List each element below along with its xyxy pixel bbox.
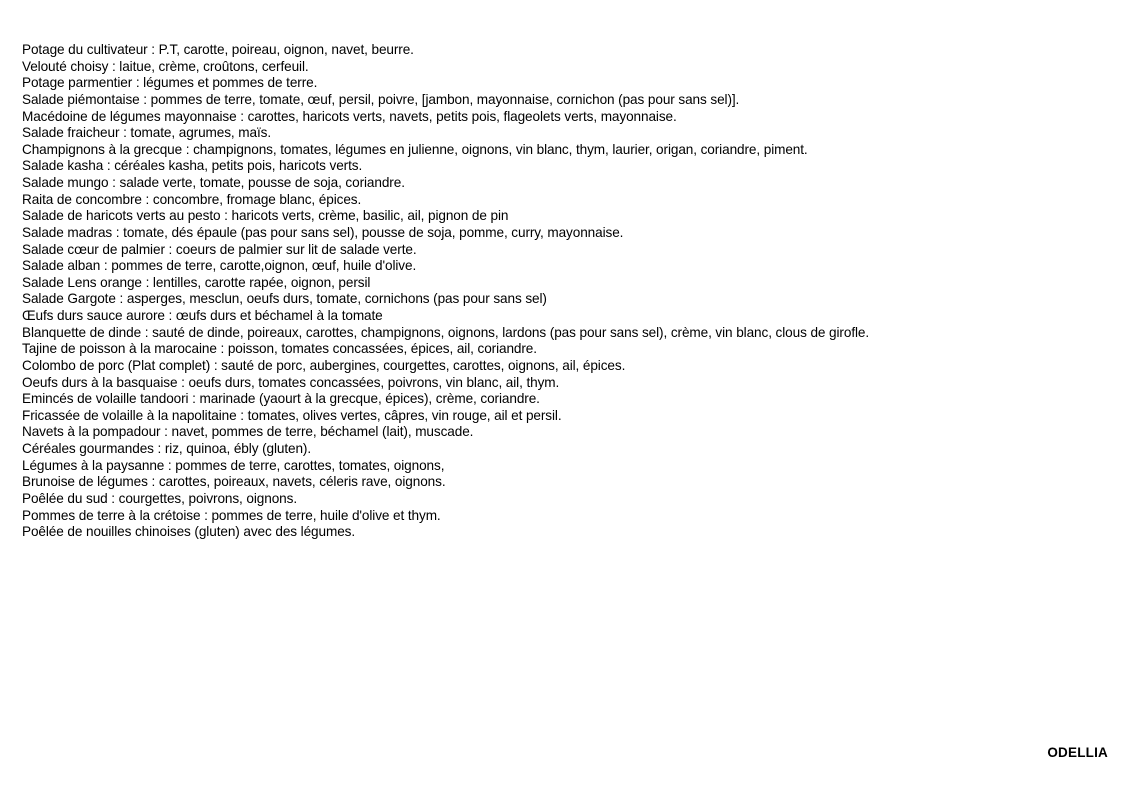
dish-item: Salade piémontaise : pommes de terre, tomate, œuf, persil, poivre, [jambon, mayonnaise, cornichon (pas pour sans sel)]. — [22, 91, 740, 107]
dish-item: Poêlée du sud : courgettes, poivrons, oignons. — [22, 490, 298, 506]
dish-item: Oeufs durs à la basquaise : oeufs durs, tomates concassées, poivrons, vin blanc, ail, thym. — [22, 374, 560, 390]
dish-item: Raita de concombre : concombre, fromage blanc, épices. — [22, 191, 362, 207]
dish-item: Potage parmentier : légumes et pommes de terre. — [22, 75, 318, 91]
dish-item: Salade alban : pommes de terre, carotte,oignon, œuf, huile d'olive. — [22, 258, 417, 274]
dish-item: Velouté choisy : laitue, crème, croûtons, cerfeuil. — [22, 58, 309, 74]
dish-item: Salade Gargote : asperges, mesclun, oeufs durs, tomate, cornichons (pas pour sans sel) — [22, 291, 547, 307]
dish-item: Salade de haricots verts au pesto : haricots verts, crème, basilic, ail, pignon de pin — [22, 208, 509, 224]
dish-item: Salade fraicheur : tomate, agrumes, maïs. — [22, 125, 272, 141]
dish-item: Colombo de porc (Plat complet) : sauté de porc, aubergines, courgettes, carottes, oignons, ail, épices. — [22, 357, 626, 373]
dish-item: Blanquette de dinde : sauté de dinde, poireaux, carottes, champignons, oignons, lardons (pas pour sans sel), crème, vin blanc, clous de girofle. — [22, 324, 870, 340]
dish-item: Emincés de volaille tandoori : marinade (yaourt à la grecque, épices), crème, coriandre. — [22, 391, 540, 407]
dish-item: Macédoine de légumes mayonnaise : carottes, haricots verts, navets, petits pois, flageolets verts, mayonnaise. — [22, 108, 677, 124]
dish-item: Tajine de poisson à la marocaine : poisson, tomates concassées, épices, ail, coriandre. — [22, 341, 537, 357]
dish-item: Salade kasha : céréales kasha, petits pois, haricots verts. — [22, 158, 363, 174]
dish-item: Pommes de terre à la crétoise : pommes de terre, huile d'olive et thym. — [22, 507, 441, 523]
dish-item: Salade mungo : salade verte, tomate, pousse de soja, coriandre. — [22, 175, 405, 190]
dish-item: Potage du cultivateur : P.T, carotte, poireau, oignon, navet, beurre. — [22, 42, 414, 57]
dish-item: Champignons à la grecque : champignons, tomates, légumes en julienne, oignons, vin blanc, thym, laurier, origan, coriandre, piment. — [22, 141, 808, 157]
footer-brand: ODELLIA — [1047, 745, 1108, 760]
dish-item: Navets à la pompadour : navet, pommes de terre, béchamel (lait), muscade. — [22, 424, 474, 440]
dish-list — [22, 42, 869, 541]
dish-item: Œufs durs sauce aurore : œufs durs et béchamel à la tomate — [22, 308, 383, 323]
dish-item: Céréales gourmandes : riz, quinoa, ébly (gluten). — [22, 441, 312, 456]
dish-item: Brunoise de légumes : carottes, poireaux, navets, céleris rave, oignons. — [22, 474, 446, 490]
dish-item: Salade Lens orange : lentilles, carotte rapée, oignon, persil — [22, 274, 371, 290]
dish-item: Poêlée de nouilles chinoises (gluten) avec des légumes. — [22, 524, 356, 540]
dish-item: Salade cœur de palmier : coeurs de palmier sur lit de salade verte. — [22, 241, 417, 257]
dish-item: Fricassée de volaille à la napolitaine : tomates, olives vertes, câpres, vin rouge, ail et persil. — [22, 407, 562, 423]
dish-item: Légumes à la paysanne : pommes de terre, carottes, tomates, oignons, — [22, 457, 445, 473]
dish-item: Salade madras : tomate, dés épaule (pas pour sans sel), pousse de soja, pomme, curry, mayonnaise. — [22, 224, 624, 240]
